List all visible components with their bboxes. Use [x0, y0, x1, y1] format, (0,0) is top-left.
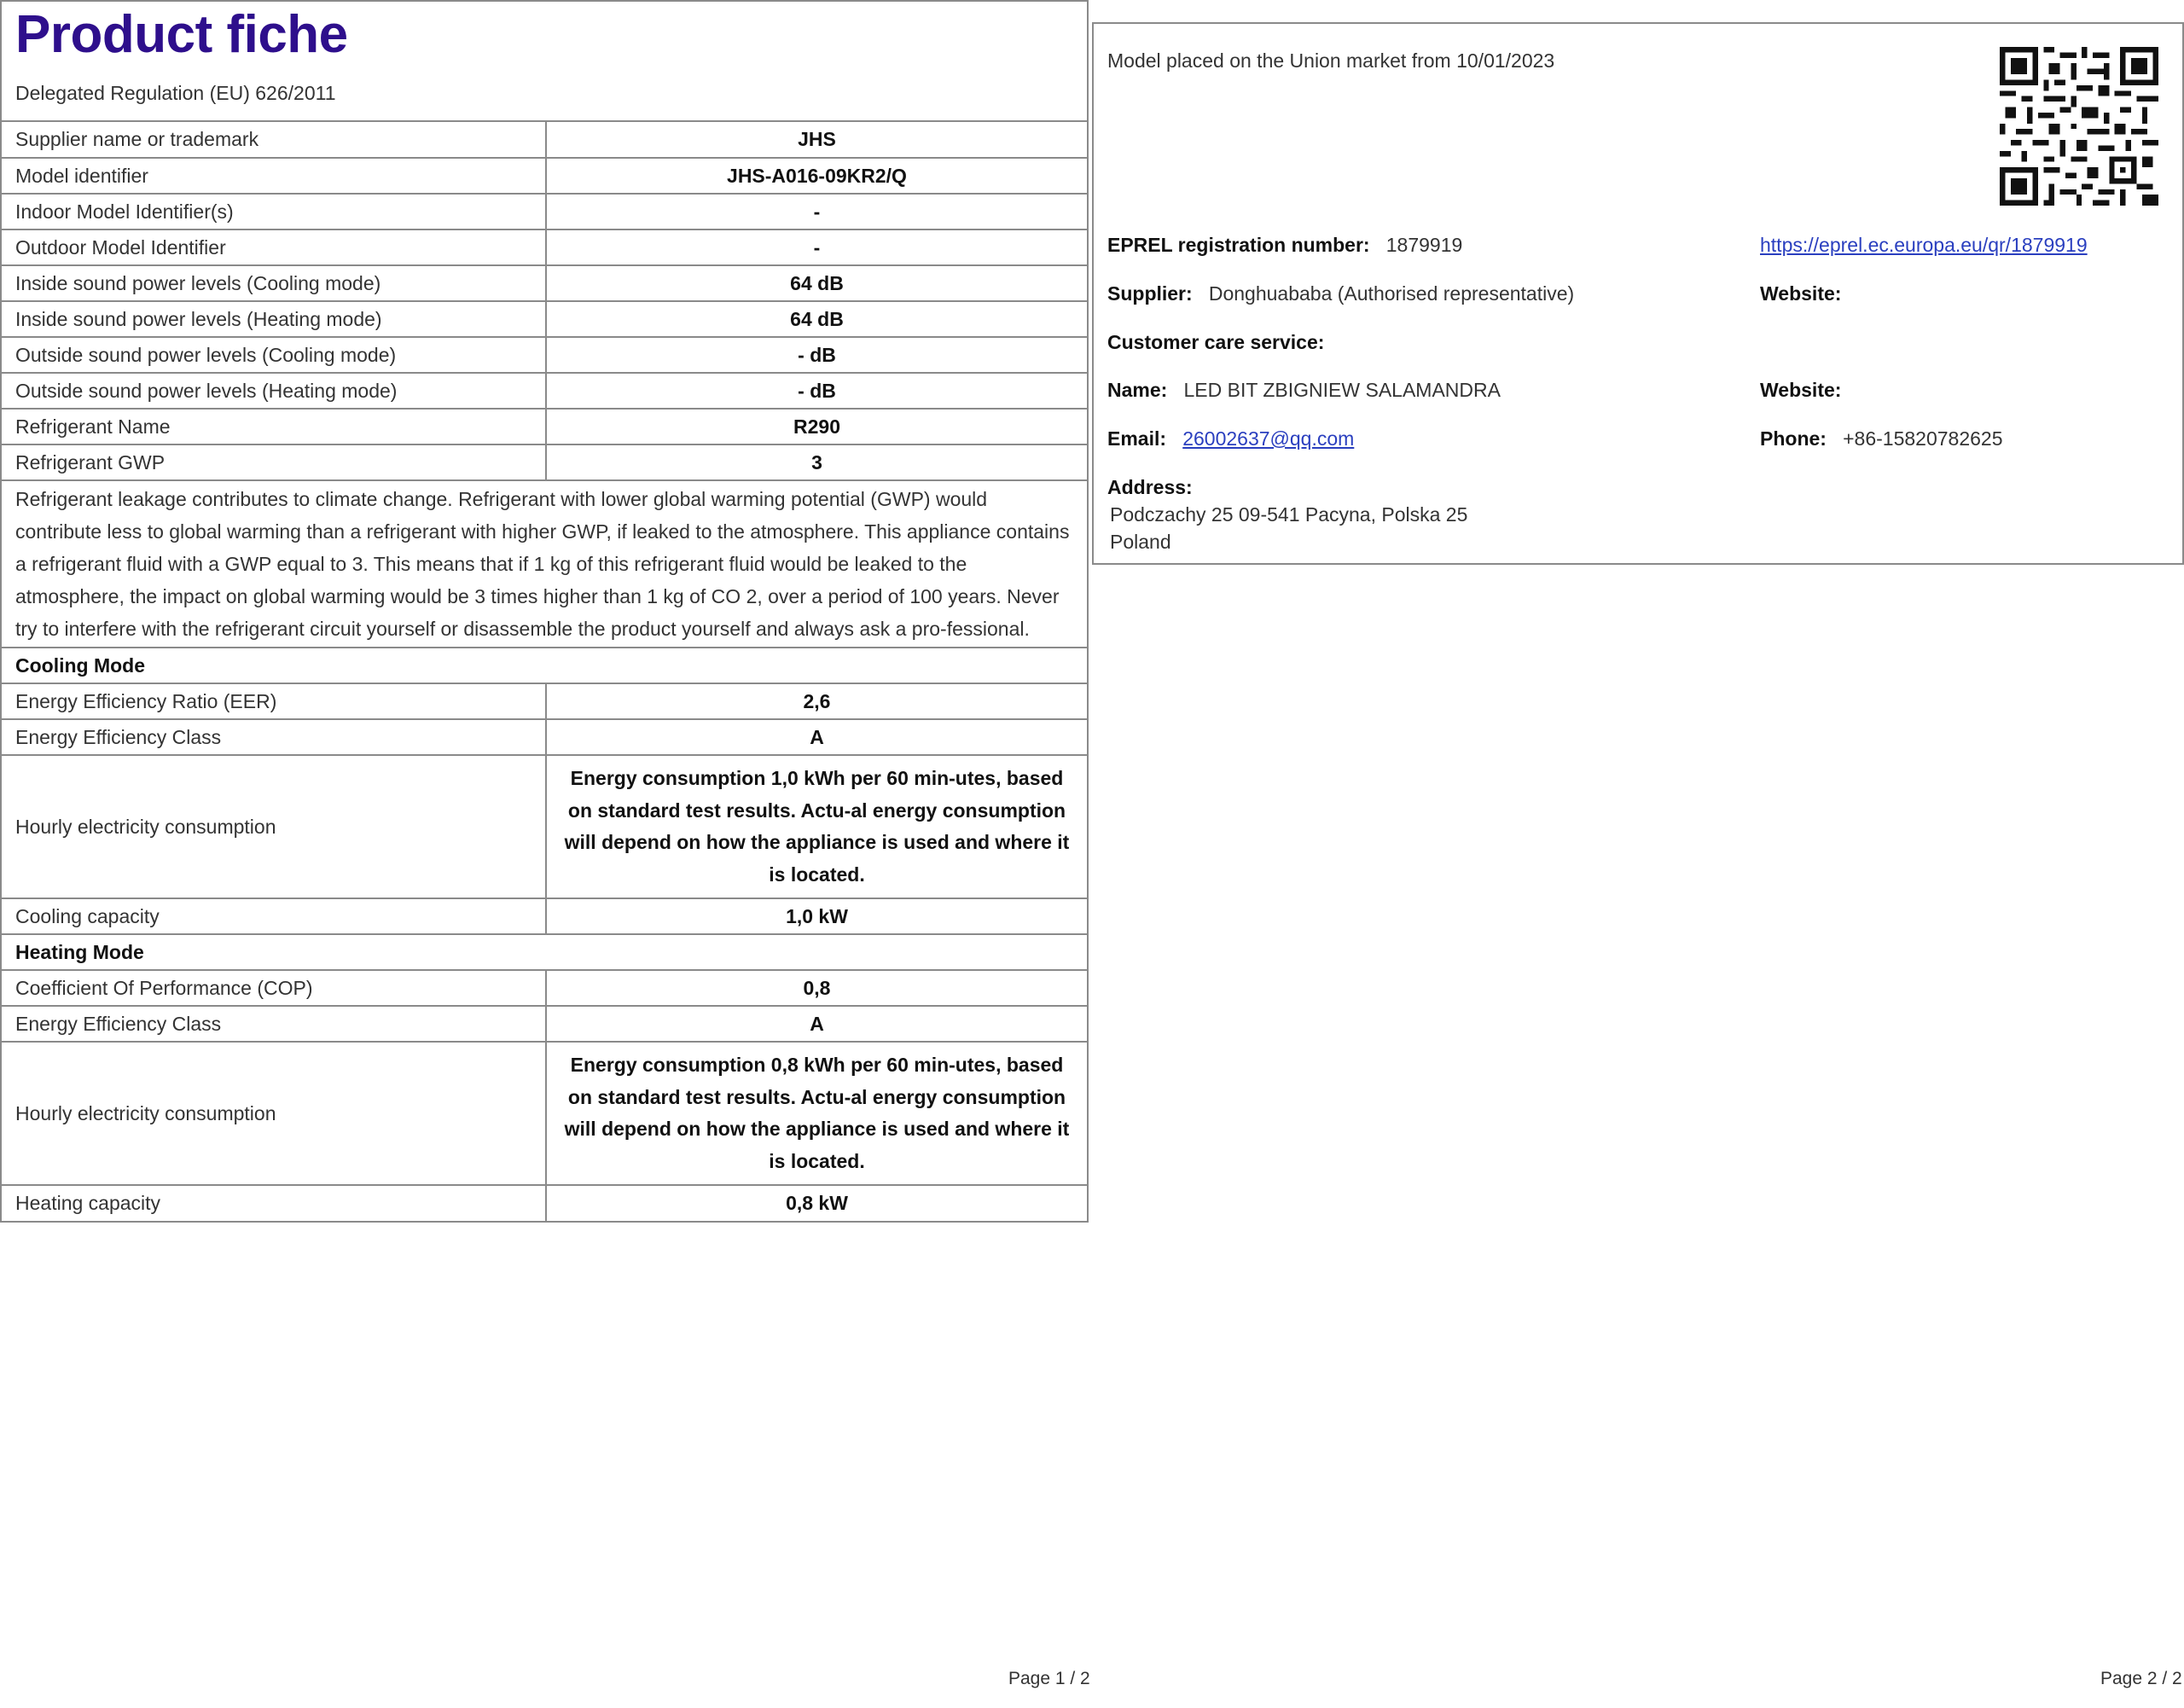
eer-label: Energy Efficiency Ratio (EER)	[2, 683, 546, 719]
fiche-table	[2, 122, 1087, 1221]
row-value: JHS-A016-09KR2/Q	[546, 158, 1087, 194]
table-row	[2, 409, 1087, 444]
cooling-hourly-value: Energy consumption 1,0 kWh per 60 min-utes, based on standard test results. Actu-al energy consumption will depend on how the appliance is used and where it is located.	[546, 755, 1087, 898]
table-row	[2, 301, 1087, 337]
row-value: -	[546, 194, 1087, 229]
heating-hourly-value: Energy consumption 0,8 kWh per 60 min-utes, based on standard test results. Actu-al energy consumption will depend on how the appliance is used and where it is located.	[546, 1042, 1087, 1185]
heating-hourly-label: Hourly electricity consumption	[2, 1042, 546, 1185]
eer-value: 2,6	[546, 683, 1087, 719]
cooling-capacity-label: Cooling capacity	[2, 898, 546, 934]
table-row	[2, 337, 1087, 373]
customer-care-label: Customer care service:	[1107, 331, 1325, 353]
address-label: Address:	[1107, 476, 1193, 498]
address-line-2: Poland	[1110, 531, 1171, 553]
email-link[interactable]: 26002637@qq.com	[1182, 427, 1355, 450]
gwp-notice-row	[2, 480, 1087, 648]
table-row	[2, 265, 1087, 301]
row-label: Supplier name or trademark	[2, 122, 546, 158]
row-label: Inside sound power levels (Cooling mode)	[2, 265, 546, 301]
heating-mode-header-row	[2, 934, 1087, 970]
heating-mode-heading: Heating Mode	[2, 934, 1087, 970]
cop-value: 0,8	[546, 970, 1087, 1006]
gwp-notice-text: Refrigerant leakage contributes to climate change. Refrigerant with lower global warming potential (GWP) would contribute less to global warming than a refrigerant with higher GWP, if leaked to the atmosphere. This appliance contains a refrigerant fluid with a GWP equal to 3. This means that if 1 kg of this refrigerant fluid would be leaked to the atmosphere, the impact on global warming would be 3 times higher than 1 kg of CO 2, over a period of 100 years. Never try to interfere with the refrigerant circuit yourself or disassemble the product yourself and always ask a pro-fessional.	[2, 480, 1087, 648]
qr-code-icon	[2000, 47, 2158, 206]
cooling-mode-heading: Cooling Mode	[2, 648, 1087, 683]
eprel-info-page	[1092, 22, 2184, 565]
row-value: - dB	[546, 373, 1087, 409]
name-row	[1107, 379, 1501, 402]
table-row	[2, 194, 1087, 229]
supplier-row	[1107, 282, 1574, 305]
table-row	[2, 444, 1087, 480]
table-row	[2, 683, 1087, 719]
page-title: Product fiche	[15, 5, 348, 64]
phone-label: Phone:	[1760, 427, 1827, 450]
table-row	[2, 122, 1087, 158]
table-row	[2, 373, 1087, 409]
product-fiche-page	[0, 0, 1089, 1223]
row-value: 64 dB	[546, 265, 1087, 301]
table-row	[2, 755, 1087, 898]
heating-class-value: A	[546, 1006, 1087, 1042]
row-value: 3	[546, 444, 1087, 480]
website-label: Website:	[1760, 282, 1842, 305]
row-label: Refrigerant GWP	[2, 444, 546, 480]
eprel-label: EPREL registration number:	[1107, 234, 1370, 256]
phone-row	[1760, 427, 2003, 450]
supplier-value: Donghuababa (Authorised representative)	[1208, 282, 1575, 305]
address-line-1: Podczachy 25 09-541 Pacyna, Polska 25	[1110, 503, 1468, 526]
website-label: Website:	[1760, 379, 1842, 401]
phone-value: +86-15820782625	[1843, 427, 2003, 450]
eprel-row	[1107, 234, 1462, 257]
table-row	[2, 1006, 1087, 1042]
table-row	[2, 898, 1087, 934]
table-row	[2, 229, 1087, 265]
row-label: Outdoor Model Identifier	[2, 229, 546, 265]
email-label: Email:	[1107, 427, 1167, 450]
cop-label: Coefficient Of Performance (COP)	[2, 970, 546, 1006]
row-value: JHS	[798, 128, 836, 150]
row-label: Inside sound power levels (Heating mode)	[2, 301, 546, 337]
row-value: 64 dB	[546, 301, 1087, 337]
row-label: Model identifier	[2, 158, 546, 194]
regulation-subtitle: Delegated Regulation (EU) 626/2011	[15, 82, 336, 104]
heating-capacity-value: 0,8 kW	[546, 1185, 1087, 1221]
row-label: Refrigerant Name	[2, 409, 546, 444]
row-label: Indoor Model Identifier(s)	[2, 194, 546, 229]
eprel-number: 1879919	[1385, 234, 1463, 256]
row-label: Outside sound power levels (Cooling mode)	[2, 337, 546, 373]
row-label: Outside sound power levels (Heating mode)	[2, 373, 546, 409]
heating-capacity-label: Heating capacity	[2, 1185, 546, 1221]
cooling-class-label: Energy Efficiency Class	[2, 719, 546, 755]
email-row	[1107, 427, 1354, 450]
title-block	[2, 2, 1087, 122]
page-number-2: Page 2 / 2	[2100, 1669, 2182, 1688]
page-number-1: Page 1 / 2	[1008, 1669, 1090, 1688]
cooling-mode-header-row	[2, 648, 1087, 683]
row-value: R290	[546, 409, 1087, 444]
market-date-text: Model placed on the Union market from 10/01/2023	[1107, 49, 1555, 72]
row-value: -	[546, 229, 1087, 265]
table-row	[2, 158, 1087, 194]
name-value: LED BIT ZBIGNIEW SALAMANDRA	[1183, 379, 1501, 401]
cooling-class-value: A	[546, 719, 1087, 755]
row-value: - dB	[546, 337, 1087, 373]
table-row	[2, 970, 1087, 1006]
cooling-capacity-value: 1,0 kW	[546, 898, 1087, 934]
cooling-hourly-label: Hourly electricity consumption	[2, 755, 546, 898]
supplier-label: Supplier:	[1107, 282, 1193, 305]
table-row	[2, 1042, 1087, 1185]
heating-class-label: Energy Efficiency Class	[2, 1006, 546, 1042]
eprel-link[interactable]: https://eprel.ec.europa.eu/qr/1879919	[1760, 234, 2088, 256]
table-row	[2, 719, 1087, 755]
table-row	[2, 1185, 1087, 1221]
name-label: Name:	[1107, 379, 1168, 401]
